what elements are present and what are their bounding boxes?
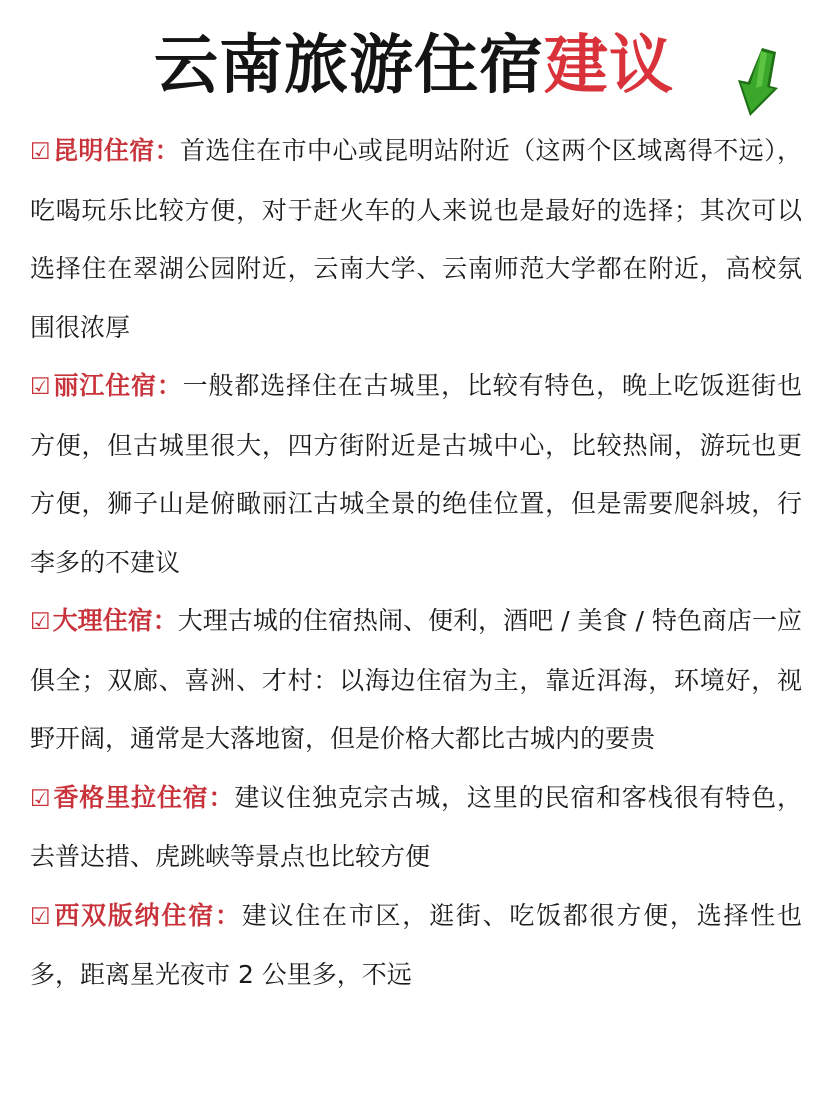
section-label: 昆明住宿：: [52, 136, 180, 165]
accommodation-list: [30, 122, 802, 1005]
section-text: 大理古城的住宿热闹、便利，酒吧 / 美食 / 特色商店一应俱全；双廊、喜洲、才村：以海边住宿为主，靠近洱海，环境好，视野开阔，通常是大落地窗，但是价格大都比古城内的要贵: [30, 606, 802, 753]
checkbox-icon: ☑: [30, 785, 51, 812]
checkbox-icon: ☑: [30, 903, 51, 930]
page-title: [0, 28, 828, 104]
checkbox-icon: ☑: [30, 374, 51, 400]
section-text: 首选住在市中心或昆明站附近（这两个区域离得不远），吃喝玩乐比较方便，对于赶火车的人来说也是最好的选择；其次可以选择住在翠湖公园附近，云南大学、云南师范大学都在附近，高校氛围很浓厚: [30, 136, 802, 342]
section-xishuangbanna: [30, 887, 802, 1005]
green-down-arrow-icon: [732, 46, 780, 118]
section-text: 建议住独克宗古城，这里的民宿和客栈很有特色，去普达措、虎跳峡等景点也比较方便: [30, 782, 802, 871]
section-dali: [30, 592, 802, 769]
title-main: 云南旅游住宿: [154, 29, 544, 103]
section-label: 丽江住宿：: [52, 371, 183, 400]
section-text: 一般都选择住在古城里，比较有特色，晚上吃饭逛街也方便，但古城里很大，四方街附近是古城中心，比较热闹，游玩也更方便，狮子山是俯瞰丽江古城全景的绝佳位置，但是需要爬斜坡，行李多的不建议: [30, 371, 802, 577]
section-kunming: [30, 122, 802, 357]
checkbox-icon: ☑: [30, 609, 51, 635]
section-label: 西双版纳住宿：: [52, 900, 242, 930]
checkbox-icon: ☑: [30, 139, 51, 165]
section-shangri-la: [30, 769, 802, 887]
section-label: 香格里拉住宿：: [52, 782, 235, 812]
title-highlight: 建议: [544, 29, 674, 103]
section-text: 建议住在市区，逛街、吃饭都很方便，选择性也多，距离星光夜市 2 公里多，不远: [30, 900, 802, 989]
section-label: 大理住宿：: [52, 606, 178, 635]
section-lijiang: [30, 357, 802, 592]
